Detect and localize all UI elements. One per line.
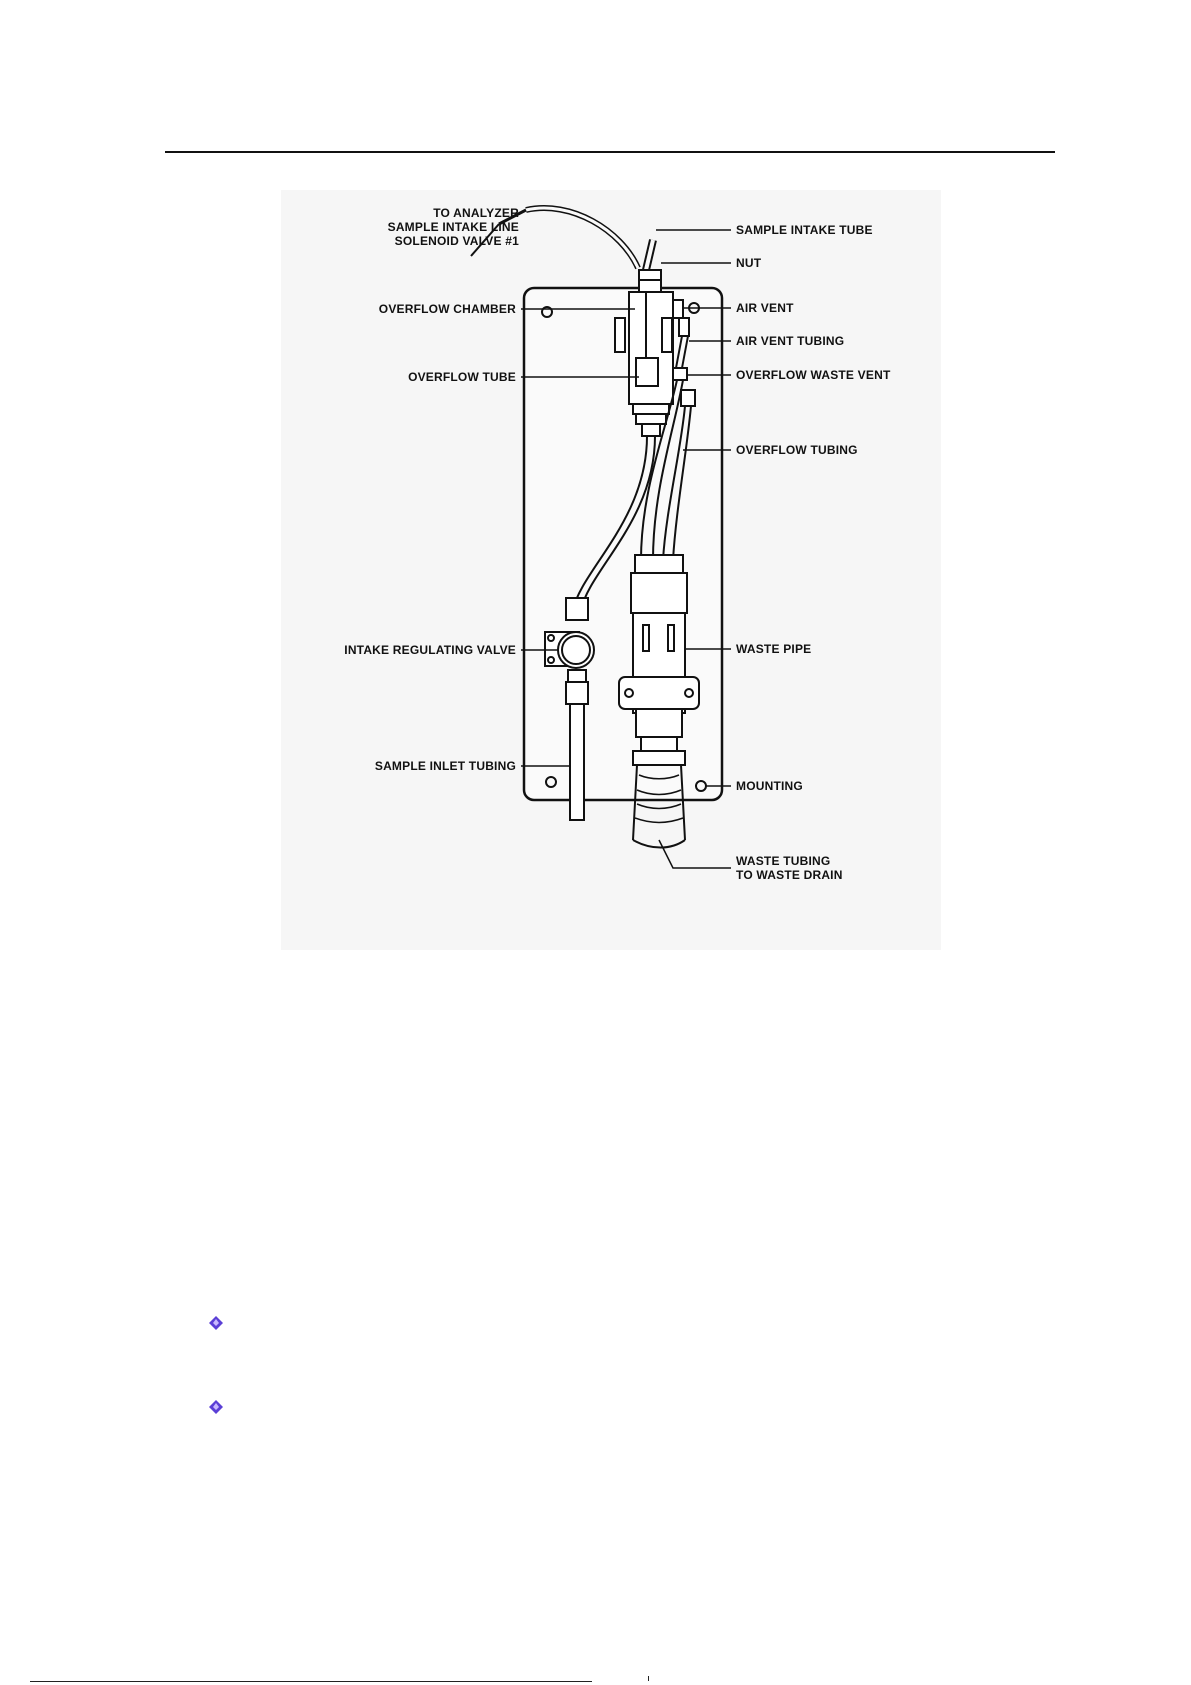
diamond-bullet-icon bbox=[209, 1400, 223, 1414]
label-intake-regulating-valve: INTAKE REGULATING VALVE bbox=[344, 643, 516, 657]
label-sample-intake-tube: SAMPLE INTAKE TUBE bbox=[736, 223, 873, 237]
label-waste-tubing: WASTE TUBING TO WASTE DRAIN bbox=[736, 854, 843, 882]
label-nut: NUT bbox=[736, 256, 762, 270]
valve-top-fitting bbox=[566, 598, 588, 620]
label-sample-inlet-tubing: SAMPLE INLET TUBING bbox=[374, 759, 516, 773]
diamond-bullet-icon bbox=[209, 1316, 223, 1330]
mounting-plate bbox=[524, 288, 722, 800]
label-overflow-tube: OVERFLOW TUBE bbox=[408, 370, 516, 384]
footer-rule bbox=[30, 1681, 592, 1682]
label-mounting: MOUNTING bbox=[736, 779, 803, 793]
label-overflow-waste-vent: OVERFLOW WASTE VENT bbox=[736, 368, 891, 382]
label-overflow-chamber: OVERFLOW CHAMBER bbox=[378, 302, 516, 316]
pipe-clamp bbox=[619, 677, 699, 709]
label-overflow-tubing: OVERFLOW TUBING bbox=[736, 443, 858, 457]
label-air-vent-tubing: AIR VENT TUBING bbox=[736, 334, 845, 348]
sample-conditioning-panel-diagram bbox=[281, 190, 941, 950]
label-waste-pipe: WASTE PIPE bbox=[736, 642, 812, 656]
sample-inlet-tubing bbox=[570, 704, 584, 820]
air-vent bbox=[673, 300, 683, 318]
label-to-analyzer: TO ANALYZER SAMPLE INTAKE LINE SOLENOID VALVE #1 bbox=[387, 206, 519, 248]
header-rule bbox=[165, 151, 1055, 153]
label-air-vent: AIR VENT bbox=[736, 301, 794, 315]
overflow-tube-shape bbox=[636, 358, 658, 386]
intake-regulating-valve-knob bbox=[558, 632, 594, 668]
footer-tick bbox=[648, 1676, 649, 1681]
waste-pipe-cap bbox=[635, 555, 683, 573]
